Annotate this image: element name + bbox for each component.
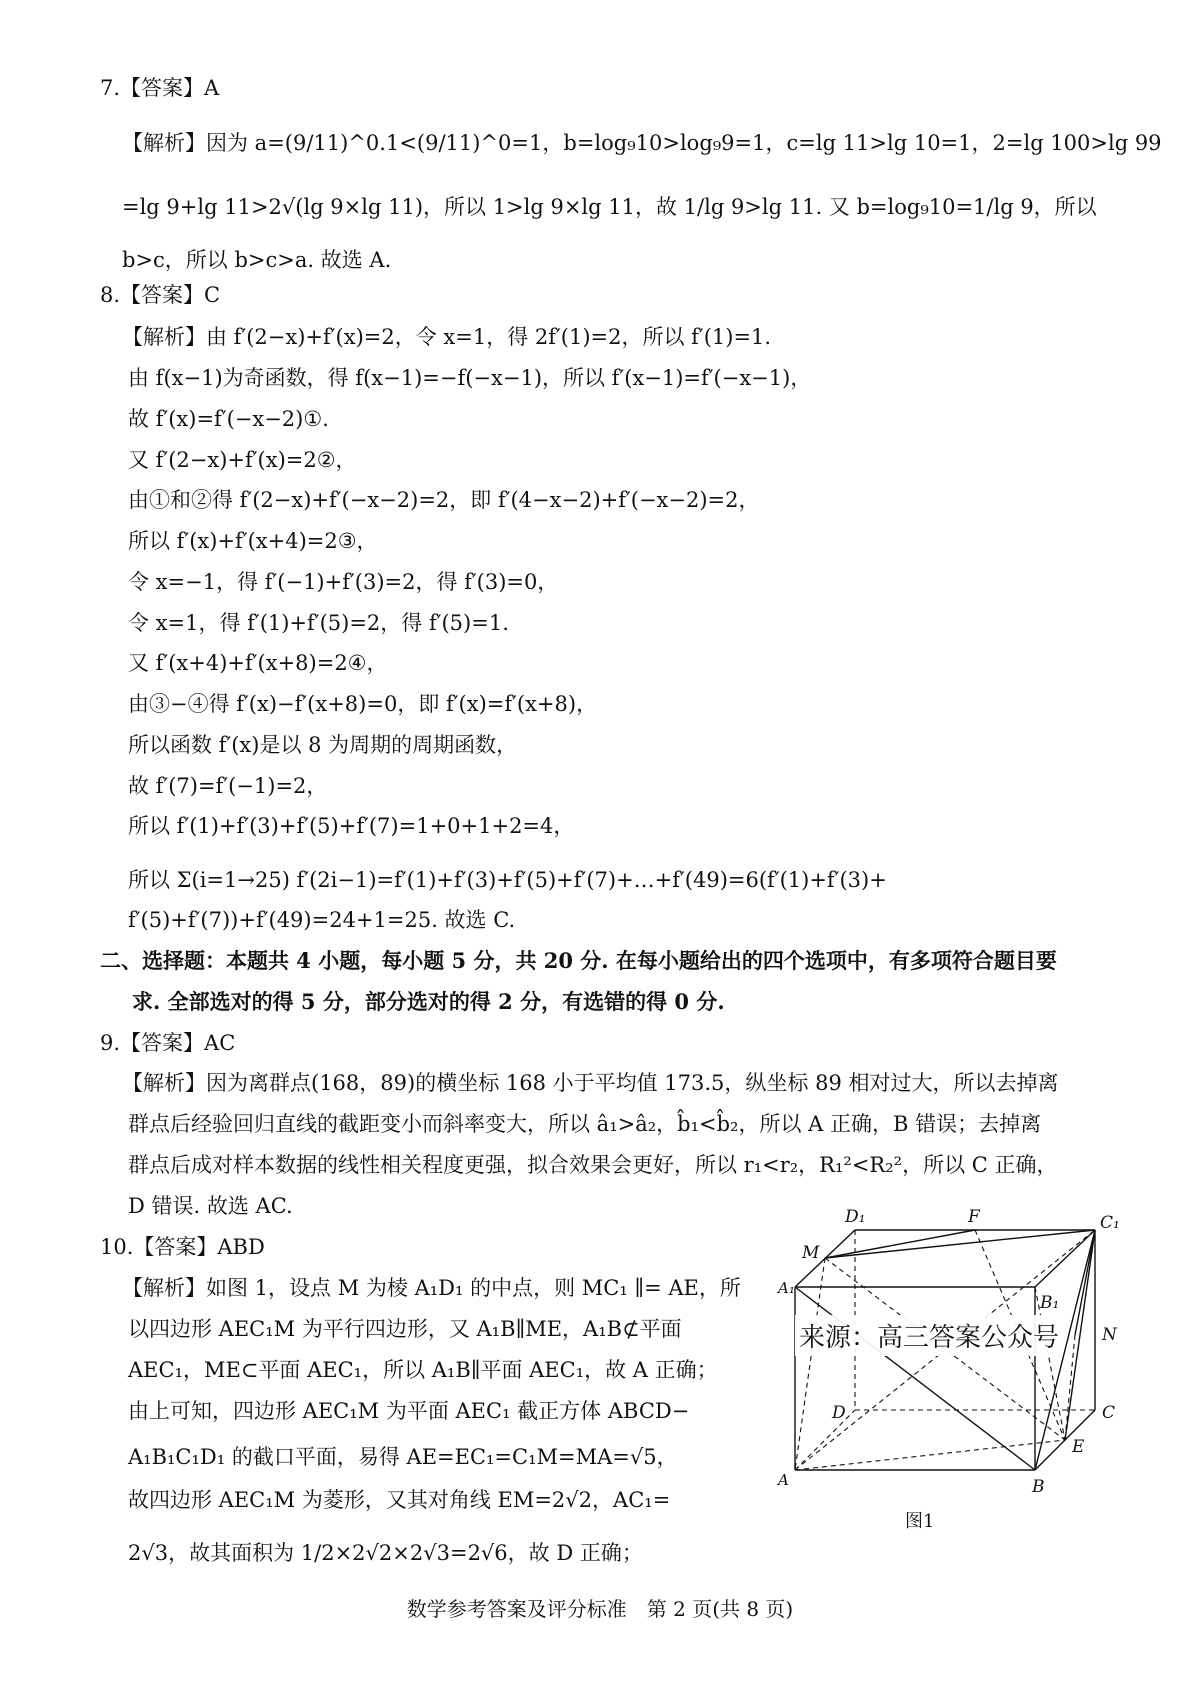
text-line: AEC₁，ME⊂平面 AEC₁，所以 A₁B∥平面 AEC₁，故 A 正确；	[128, 1358, 718, 1382]
label-d: D	[832, 1403, 846, 1423]
label-a: A	[778, 1471, 789, 1489]
text-line: 【解析】因为离群点(168，89)的横坐标 168 小于平均值 173.5，纵坐标 89 相对过大，所以去掉离	[122, 1071, 1059, 1095]
label-e: E	[1072, 1437, 1085, 1457]
text-line: 10.【答案】ABD	[100, 1235, 265, 1259]
text-line: 以四边形 AEC₁M 为平行四边形，又 A₁B∥ME，A₁B⊄平面	[128, 1317, 682, 1341]
seg-m-c1	[825, 1230, 1095, 1258]
text-line: 由 f(x−1)为奇函数，得 f(x−1)=−f(−x−1)，所以 f′(x−1)=f′(−x−1)，	[128, 366, 812, 390]
label-c: C	[1102, 1403, 1116, 1423]
label-d1: D₁	[845, 1207, 866, 1227]
text-line: D 错误. 故选 AC.	[128, 1194, 293, 1218]
text-line: 由上可知，四边形 AEC₁M 为平面 AEC₁ 截正方体 ABCD−	[128, 1399, 690, 1423]
text-line: 所以 f′(1)+f′(3)+f′(5)+f′(7)=1+0+1+2=4，	[128, 814, 575, 838]
text-line: b>c，所以 b>c>a. 故选 A.	[122, 248, 392, 272]
text-line: 群点后经验回归直线的截距变小而斜率变大，所以 â₁>â₂，b̂₁<b̂₂，所以 A 正确，B 错误；去掉离	[128, 1112, 1042, 1136]
hidden-a-d	[795, 1410, 855, 1470]
hidden-a-e	[795, 1440, 1065, 1470]
label-b1: B₁	[1040, 1293, 1060, 1313]
figure-caption: 图1	[905, 1511, 935, 1532]
text-line: 【解析】由 f′(2−x)+f′(x)=2，令 x=1，得 2f′(1)=2，所以 f′(1)=1.	[122, 325, 772, 349]
text-line: 【解析】如图 1，设点 M 为棱 A₁D₁ 的中点，则 MC₁ ∥= AE，所	[122, 1276, 741, 1300]
text-line: 令 x=1，得 f′(1)+f′(5)=2，得 f′(5)=1.	[128, 611, 509, 635]
text-line: 二、选择题：本题共 4 小题，每小题 5 分，共 20 分. 在每小题给出的四个选项中，有多项符合题目要	[100, 948, 1057, 973]
text-line: 令 x=−1，得 f′(−1)+f′(3)=2，得 f′(3)=0，	[128, 570, 559, 594]
text-line: 故四边形 AEC₁M 为菱形，又其对角线 EM=2√2，AC₁=	[128, 1488, 671, 1512]
text-line: 所以 f′(x)+f′(x+4)=2③，	[128, 529, 378, 553]
text-line: A₁B₁C₁D₁ 的截口平面，易得 AE=EC₁=C₁M=MA=√5，	[128, 1445, 678, 1469]
text-line: 故 f′(7)=f′(−1)=2，	[128, 774, 328, 798]
text-line: 2√3，故其面积为 1/2×2√2×2√3=2√6，故 D 正确；	[128, 1541, 643, 1565]
text-line: f′(5)+f′(7))+f′(49)=24+1=25. 故选 C.	[128, 908, 516, 932]
text-line: =lg 9+lg 11>2√(lg 9×lg 11)，所以 1>lg 9×lg 11，故 1/lg 9>lg 11. 又 b=log₉10=1/lg 9，所以	[122, 195, 1097, 219]
label-m: M	[802, 1243, 820, 1263]
text-line: 求. 全部选对的得 5 分，部分选对的得 2 分，有选错的得 0 分.	[132, 989, 725, 1014]
page-footer: 数学参考答案及评分标准 第 2 页(共 8 页)	[406, 1597, 794, 1621]
text-line: 所以函数 f′(x)是以 8 为周期的周期函数，	[128, 733, 518, 757]
text-line: 8.【答案】C	[100, 283, 221, 307]
seg-c1-e	[1065, 1230, 1095, 1440]
label-f: F	[968, 1207, 980, 1227]
text-line: 由③−④得 f′(x)−f′(x+8)=0，即 f′(x)=f′(x+8)，	[128, 692, 598, 716]
label-c1: C₁	[1100, 1213, 1120, 1233]
text-line: 【解析】因为 a=(9/11)^0.1<(9/11)^0=1，b=log₉10>log₉9=1，c=lg 11>lg 10=1，2=lg 100>lg 99	[122, 131, 1162, 155]
text-line: 由①和②得 f′(2−x)+f′(−x−2)=2，即 f′(4−x−2)+f′(−x−2)=2，	[128, 488, 760, 512]
text-line: 又 f′(2−x)+f′(x)=2②，	[128, 448, 357, 472]
text-line: 所以 Σ(i=1→25) f′(2i−1)=f′(1)+f′(3)+f′(5)+f′(7)+…+f′(49)=6(f′(1)+f′(3)+	[128, 868, 887, 892]
text-line: 7.【答案】A	[100, 76, 220, 100]
watermark: 来源：高三答案公众号	[795, 1315, 1063, 1356]
hidden-n-e	[1065, 1335, 1075, 1440]
label-a1: A₁	[778, 1279, 795, 1297]
label-b: B	[1032, 1477, 1045, 1497]
label-n: N	[1102, 1325, 1117, 1345]
text-line: 群点后成对样本数据的线性相关程度更强，拟合效果会更好，所以 r₁<r₂，R₁²<R₂²，所以 C 正确，	[128, 1153, 1058, 1177]
seg-m-f	[825, 1230, 975, 1258]
text-line: 又 f′(x+4)+f′(x+8)=2④，	[128, 651, 388, 675]
text-line: 9.【答案】AC	[100, 1031, 236, 1055]
text-line: 故 f′(x)=f′(−x−2)①.	[128, 407, 329, 431]
